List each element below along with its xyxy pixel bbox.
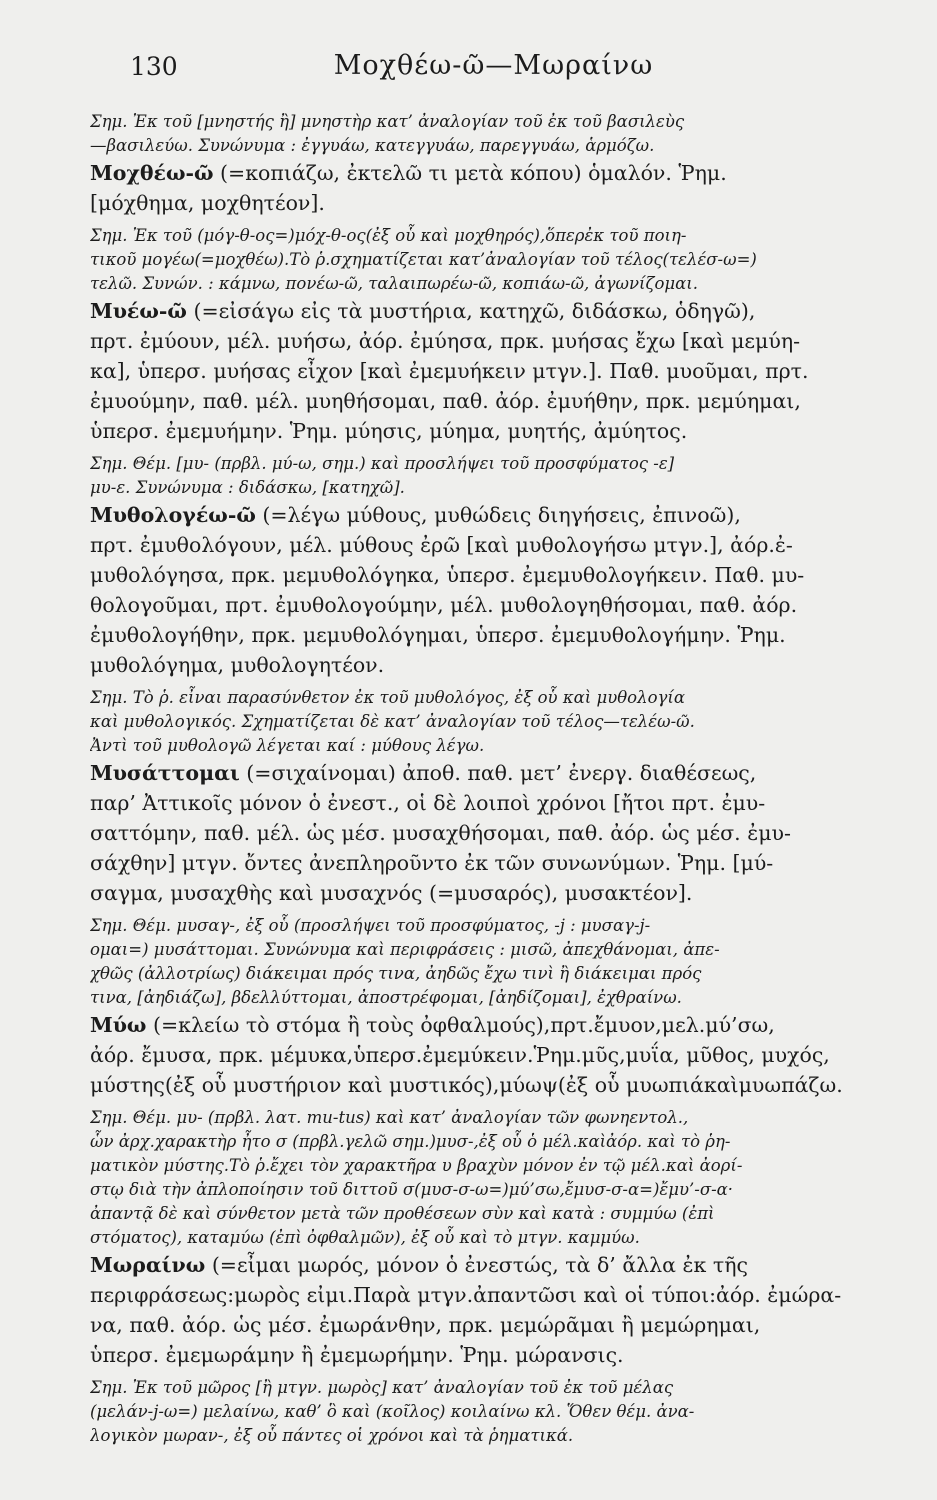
note-line: —βασιλεύω. Συνώνυμα : ἐγγυάω, κατεγγυάω, παρεγγυάω, ἁρμόζω. xyxy=(90,136,655,155)
entry-line: περιφράσεως:μωρὸς εἰμι.Παρὰ μτγν.ἀπαντῶσι καὶ οἱ τύποι:ἀόρ. ἐμώρα- xyxy=(90,1283,842,1307)
headword: Μυσάττομαι xyxy=(90,761,240,785)
note-line: ματικὸν μύστης.Τὸ ῥ.ἔχει τὸν χαρακτῆρα υ βραχὺν μόνον ἐν τῷ μέλ.καὶ ἀορί- xyxy=(90,1156,743,1175)
entry-line xyxy=(90,158,897,188)
entry-text: (=εἰσάγω εἰς τὰ μυστήρια, κατηχῶ, διδάσκω, ὁδηγῶ), xyxy=(186,299,756,323)
entry-line: σάχθην] μτγν. ὄντες ἀνεπληροῦντο ἐκ τῶν συνωνύμων. Ῥημ. [μύ- xyxy=(90,851,774,875)
note-line: στόματος), καταμύω (ἐπὶ ὀφθαλμῶν), ἐξ οὗ καὶ τὸ μτγν. καμμύω. xyxy=(90,1228,640,1247)
headword: Μύω xyxy=(90,1013,147,1037)
entry-line xyxy=(90,758,897,788)
entry-note xyxy=(90,686,897,758)
entry-line: θολογοῦμαι, πρτ. ἐμυθολογούμην, μέλ. μυθολογηθήσομαι, παθ. ἀόρ. xyxy=(90,593,798,617)
dictionary-entry xyxy=(90,500,897,680)
dictionary-content xyxy=(90,110,897,1448)
entry-text: (=εἶμαι μωρός, μόνον ὁ ἐνεστώς, τὰ δ’ ἄλλα ἐκ τῆς xyxy=(205,1253,748,1277)
entry-text: (=κοπιάζω, ἐκτελῶ τι μετὰ κόπου) ὁμαλόν. Ῥημ. xyxy=(213,161,727,185)
entry-line xyxy=(90,296,897,326)
headword: Μοχθέω-ῶ xyxy=(90,161,214,185)
dictionary-entry xyxy=(90,296,897,446)
entry-line: [μόχθημα, μοχθητέον]. xyxy=(90,191,325,215)
headword: Μυέω-ῶ xyxy=(90,299,187,323)
note-line: τελῶ. Συνών. : κάμνω, πονέω-ῶ, ταλαιπωρέω-ῶ, κοπιάω-ῶ, ἀγωνίζομαι. xyxy=(90,274,698,293)
page-header xyxy=(90,50,897,94)
entry-note xyxy=(90,452,897,500)
note-line: Σημ. Θέμ. [μυ- (πρβλ. μύ-ω, σημ.) καὶ προσλήψει τοῦ προσφύματος -ε] xyxy=(90,454,675,473)
note-line: Σημ. Ἐκ τοῦ [μνηστής ἢ] μνηστὴρ κατ’ ἀναλογίαν τοῦ ἐκ τοῦ βασιλεὺς xyxy=(90,112,685,131)
headword: Μυθολογέω-ῶ xyxy=(90,503,256,527)
entry-line: ἀόρ. ἔμυσα, πρκ. μέμυκα,ὑπερσ.ἐμεμύκειν.Ῥημ.μῦς,μυΐα, μῦθος, μυχός, xyxy=(90,1043,830,1067)
entry-line: μυθολόγημα, μυθολογητέον. xyxy=(90,653,385,677)
entry-text: (=σιχαίνομαι) ἀποθ. παθ. μετ’ ἐνεργ. διαθέσεως, xyxy=(239,761,757,785)
note-line: Σημ. Θέμ. μυ- (πρβλ. λατ. mu-tus) καὶ κατ’ ἀναλογίαν τῶν φωνηεντολ., xyxy=(90,1108,689,1127)
entry-line: να, παθ. ἀόρ. ὡς μέσ. ἐμωράνθην, πρκ. μεμώρᾶμαι ἢ μεμώρημαι, xyxy=(90,1313,761,1337)
entry-line: παρ’ Ἀττικοῖς μόνον ὁ ἐνεστ., οἱ δὲ λοιποὶ χρόνοι [ἤτοι πρτ. ἐμυ- xyxy=(90,791,766,815)
entry-text: (=κλείω τὸ στόμα ἢ τοὺς ὀφθαλμούς),πρτ.ἔμυον,μελ.μύ’σω, xyxy=(146,1013,775,1037)
entry-line: ἐμυθολογήθην, πρκ. μεμυθολόγημαι, ὑπερσ. ἐμεμυθολογήμην. Ῥημ. xyxy=(90,623,786,647)
note-line: μυ-ε. Συνώνυμα : διδάσκω, [κατηχῶ]. xyxy=(90,478,405,497)
entry-line: σαγμα, μυσαχθὴς καὶ μυσαχνός (=μυσαρός), μυσακτέον]. xyxy=(90,881,693,905)
note-line: Σημ. Ἐκ τοῦ μῶρος [ἢ μτγν. μωρὸς] κατ’ ἀναλογίαν τοῦ ἐκ τοῦ μέλας xyxy=(90,1378,674,1397)
dictionary-entry xyxy=(90,758,897,908)
note-line: (μελάν-j-ω=) μελαίνω, καθ’ ὃ καὶ (κοῖλος) κοιλαίνω κλ. Ὅθεν θέμ. ἀνα- xyxy=(90,1402,695,1421)
entry-note xyxy=(90,110,897,158)
note-line: λογικὸν μωραν-, ἐξ οὗ πάντες οἱ χρόνοι καὶ τὰ ῥηματικά. xyxy=(90,1426,574,1445)
note-line: Σημ. Ἐκ τοῦ (μόγ-θ-ος=)μόχ-θ-ος(ἐξ οὗ καὶ μοχθηρός),ὅπερἐκ τοῦ ποιη- xyxy=(90,226,687,245)
entry-line: κα], ὑπερσ. μυήσας εἶχον [καὶ ἐμεμυήκειν μτγν.]. Παθ. μυοῦμαι, πρτ. xyxy=(90,359,809,383)
entry-note xyxy=(90,1376,897,1448)
note-line: ομαι=) μυσάττομαι. Συνώνυμα καὶ περιφράσεις : μισῶ, ἀπεχθάνομαι, ἀπε- xyxy=(90,940,720,959)
entry-line xyxy=(90,500,897,530)
entry-line: πρτ. ἐμύουν, μέλ. μυήσω, ἀόρ. ἐμύησα, πρκ. μυήσας ἔχω [καὶ μεμύη- xyxy=(90,329,801,353)
note-line: τινα, [ἀηδιάζω], βδελλύττομαι, ἀποστρέφομαι, [ἀηδίζομαι], ἐχθραίνω. xyxy=(90,988,682,1007)
dictionary-entry xyxy=(90,158,897,218)
note-line: Σημ. Τὸ ῥ. εἶναι παρασύνθετον ἐκ τοῦ μυθολόγος, ἐξ οὗ καὶ μυθολογία xyxy=(90,688,685,707)
note-line: Ἀντὶ τοῦ μυθολογῶ λέγεται καί : μύθους λέγω. xyxy=(90,736,485,755)
entry-line: μυθολόγησα, πρκ. μεμυθολόγηκα, ὑπερσ. ἐμεμυθολογήκειν. Παθ. μυ- xyxy=(90,563,805,587)
entry-line: πρτ. ἐμυθολόγουν, μέλ. μύθους ἐρῶ [καὶ μυθολογήσω μτγν.], ἀόρ.ἐ- xyxy=(90,533,793,557)
entry-line: ἐμυούμην, παθ. μέλ. μυηθήσομαι, παθ. ἀόρ. ἐμυήθην, πρκ. μεμύημαι, xyxy=(90,389,801,413)
entry-text: (=λέγω μύθους, μυθώδεις διηγήσεις, ἐπινοῶ), xyxy=(255,503,741,527)
note-line: ἀπαντᾷ δὲ καὶ σύνθετον μετὰ τῶν προθέσεων σὺν καὶ κατὰ : συμμύω (ἐπὶ xyxy=(90,1204,715,1223)
note-line: στῳ διὰ τὴν ἀπλοποίησιν τοῦ διττοῦ σ(μυσ-σ-ω=)μύ’σω,ἔμυσ-σ-α=)ἔμυ’-σ-α· xyxy=(90,1180,734,1199)
page-number: 130 xyxy=(130,52,178,81)
entry-note xyxy=(90,1106,897,1250)
entry-line: σαττόμην, παθ. μέλ. ὡς μέσ. μυσαχθήσομαι, παθ. ἀόρ. ὡς μέσ. ἐμυ- xyxy=(90,821,791,845)
entry-line: ὑπερσ. ἐμεμωράμην ἢ ἐμεμωρήμην. Ῥημ. μώρανσις. xyxy=(90,1343,624,1367)
entry-line xyxy=(90,1010,897,1040)
dictionary-entry xyxy=(90,1010,897,1100)
entry-line: μύστης(ἐξ οὗ μυστήριον καὶ μυστικός),μύωψ(ἐξ οὗ μυωπιάκαὶμυωπάζω. xyxy=(90,1073,843,1097)
entry-note xyxy=(90,914,897,1010)
entry-line xyxy=(90,1250,897,1280)
note-line: καὶ μυθολογικός. Σχηματίζεται δὲ κατ’ ἀναλογίαν τοῦ τέλος—τελέω-ῶ. xyxy=(90,712,695,731)
note-line: ὧν ἀρχ.χαρακτὴρ ἦτο σ (πρβλ.γελῶ σημ.)μυσ-,ἐξ οὗ ὁ μέλ.καὶἀόρ. καὶ τὸ ῥη- xyxy=(90,1132,731,1151)
running-head: Μοχθέω-ῶ—Μωραίνω xyxy=(333,50,654,81)
headword: Μωραίνω xyxy=(90,1253,206,1277)
entry-line: ὑπερσ. ἐμεμυήμην. Ῥημ. μύησις, μύημα, μυητής, ἀμύητος. xyxy=(90,419,688,443)
entry-note xyxy=(90,224,897,296)
note-line: χθῶς (ἀλλοτρίως) διάκειμαι πρός τινα, ἀηδῶς ἔχω τινὶ ἢ διάκειμαι πρός xyxy=(90,964,702,983)
note-line: τικοῦ μογέω(=μοχθέω).Τὸ ῥ.σχηματίζεται κατ’ἀναλογίαν τοῦ τέλος(τελέσ-ω=) xyxy=(90,250,757,269)
note-line: Σημ. Θέμ. μυσαγ-, ἐξ οὗ (προσλήψει τοῦ προσφύματος, -j : μυσαγ-j- xyxy=(90,916,651,935)
dictionary-entry xyxy=(90,1250,897,1370)
